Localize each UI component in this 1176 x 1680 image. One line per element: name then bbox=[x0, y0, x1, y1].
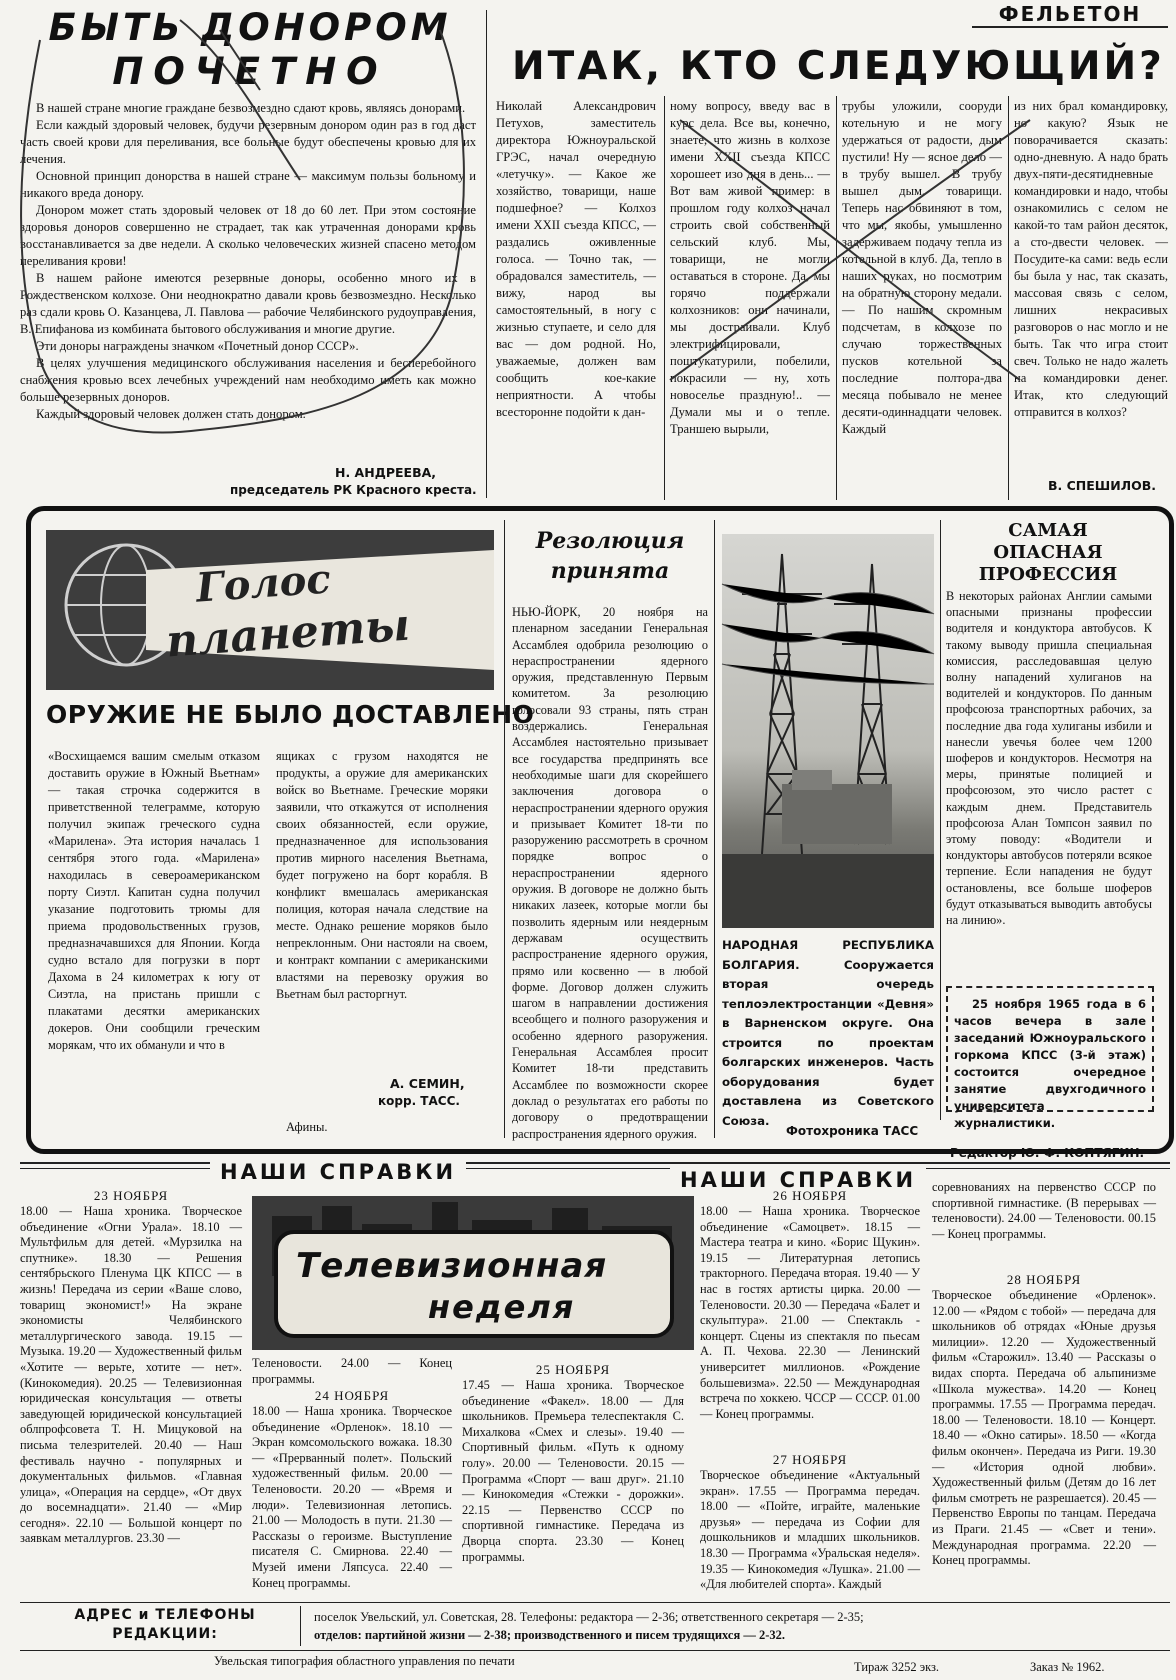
column-divider bbox=[714, 520, 715, 1138]
rule bbox=[20, 1602, 1170, 1603]
university-notice-text: 25 ноября 1965 года в 6 часов вечера в зале заседаний Южноуральского горкома КПСС (3-й этаж) состоится очередное занятие двухгодичного университета журналистики. bbox=[954, 997, 1146, 1130]
donor-title-line1: БЫТЬ ДОНОРОМ bbox=[48, 6, 452, 49]
footer-address-line2: отделов: партийной жизни — 2-38; производственного и писем трудящихся — 2-32. bbox=[314, 1628, 786, 1642]
feuilleton-title: ИТАК, КТО СЛЕДУЮЩИЙ? bbox=[512, 44, 1165, 89]
donor-paragraph: Каждый здоровый человек должен стать донором. bbox=[36, 407, 306, 421]
planet-signature-title: корр. ТАСС. bbox=[378, 1094, 460, 1108]
power-plant-photo bbox=[722, 534, 934, 928]
feuilleton-col4: из них брал командировку, но какую? Язык не поворачивается сказать: одно-дневную. А надо брать двух-пяти-десятидневные командировки и надо, чтобы ознакомились с селом не какой-то там район десяток, а сто-двести человек. — Посудите-ка сами: ведь если бы была у нас, так сказать, массовая связь с селом, лишних некрасивых разговоров о нас могло и не быть. Так что игра стоит свеч. Только не надо жалеть на командировки денег. Итак, кто следующий отправится в колхоз? bbox=[1014, 99, 1168, 419]
donor-signature-title: председатель РК Красного креста. bbox=[230, 483, 477, 497]
tv-col5-top: соревнованиях на первенство СССР по спортивной гимнастике. (В перерывах — теленовости). 24.00 — Теленовости. 00.15 — Конец программы. bbox=[932, 1180, 1156, 1241]
column-divider bbox=[940, 520, 941, 1120]
rule bbox=[20, 1162, 1170, 1164]
bulgaria-caption bbox=[722, 936, 934, 1128]
donor-title-line2: ПОЧЕТНО bbox=[112, 50, 388, 93]
tv-col5: Творческое объединение «Орленок». 12.00 — «Рядом с тобой» — передача для школьников об отрядах «Юные друзья милиции». 12.20 — Художественный фильм «Старожил». 13.40 — Рассказы о видах спорта. Передача об альпинизме «Школа мужества». 14.20 — Конец программы. 17.55 — Программа передач. 18.00 — Теленовости. 18.10 — Концерт. 18.40 — «Окно сатиры». 18.50 — «Когда фильм окончен». Передача из Риги. 19.30 — «История одной любви». Художественный фильм (Детям до 16 лет фильм смотреть не разрешается). 20.45 — Первенство Европы по танцам. Передача из Праги. 21.45 — «Свет и тени». Международная программа. 22.20 — Конец программы. bbox=[932, 1288, 1156, 1568]
tv-col1: 18.00 — Наша хроника. Творческое объединение «Огни Урала». 18.10 — Мультфильм для детей. «Мурзилка на спутнике». 18.30 — Решения сентябрьского Пленума ЦК КПСС — в жизнь! Передача из серии «Ваше слово, товарищ экономист!» На экране экономисты Челябинского металлургического завода. 19.15 — Музыка. 19.20 — Художественный фильм «Хотите — верьте, хотите — нет». (Кинокомедия). 20.25 — Телевизионная юридическая консультация — ответы заведующей юридической консультацией облпрофсовета Т. Н. Мицуковой на письма телезрителей. 20.40 — Наш фестиваль научно - популярных и документальных фильмов. «Главная улица», «Операция на сердце», «От двух до восемнадцати». 21.40 — «Мир сегодня». 22.10 — Большой концерт по заявкам металлургов. 23.30 — bbox=[20, 1204, 242, 1546]
donor-paragraph: В нашем районе имеются резервные доноры, особенно много их в Рождественском колхозе. Они неоднократно давали кровь безвозмездно. Несколько раз сдали кровь О. Казанцева, Л. Павлова — рабочие Челябинского рудоуправления, В. Епифанова из комбината бытового обслуживания и многие другие. bbox=[20, 271, 476, 336]
tv-day-27: 27 НОЯБРЯ bbox=[772, 1452, 848, 1467]
donor-paragraph: В нашей стране многие граждане безвозмездно сдают кровь, являясь донорами. bbox=[36, 101, 466, 115]
pen-scribble bbox=[0, 0, 480, 470]
bulgaria-caption-text: Сооружается вторая очередь теплоэлектростанции «Девня» в Варненском округе. Она строится по проектам болгарских инженеров. Часть оборудования будет доставлена из Советского Союза. bbox=[722, 957, 934, 1128]
footer-address-line1: поселок Увельский, ул. Советская, 28. Телефоны: редактора — 2-36; ответственного секретаря — 2-35; bbox=[314, 1610, 864, 1624]
column-divider bbox=[300, 1606, 301, 1646]
tv-col4: 18.00 — Наша хроника. Творческое объединение «Самоцвет». 18.15 — Мастера театра и кино. «Борис Щукин». 19.15 — Литературная летопись тракторного. Передача вторая. 19.40 — У нас в гостях артисты цирка. 20.00 — Теленовости. 20.30 — Передача «Балет и скульптура». 21.00 — Спектакль - концерт. Сцены из спектакля по пьесам А. П. Чехова. 22.30 — Ленинский университет миллионов. «Рождение большевизма». 22.50 — Международная встреча по хоккею. ЧССР — СССР. 01.00 — Конец программы. bbox=[700, 1204, 920, 1421]
feuilleton-col1: Николай Александрович Петухов, заместитель директора Южноуральской ГРЭС, начал очередную «летучку». — Какое же хозяйство, товарищи, наше подшефное? — Колхоз имени XXII съезда КПСС, — раздались оживленные голоса. — Точно так, — обрадовался заместитель, — вижу, народ вы самостоятельный, в ногу с жизнью ступаете, и село для вас — дом родной. Но, уважаемые, должен вам сообщить кое-какие неприятности. А чтобы всесторонне подойти к дан- bbox=[496, 99, 656, 419]
tv-day-26: 26 НОЯБРЯ bbox=[772, 1188, 848, 1203]
tv-day-25: 25 НОЯБРЯ bbox=[535, 1362, 611, 1377]
donor-paragraph: Донором может стать здоровый человек от 18 до 60 лет. При этом состояние здоровья доноров совершенно не страдает, так как утраченная донорами кровь восстанавливается за две недели. А сколько человеческих жизней спасено методом переливания крови! bbox=[20, 203, 476, 268]
tv-col4-b: Творческое объединение «Актуальный экран». 17.55 — Программа передач. 18.00 — «Пойте, играйте, маленькие друзья» — передача из Софии для дошкольников и младших школьников. 18.30 — Программа «Уральская неделя». 19.35 — Кинокомедия «Лушка». 21.00 — «Для любителей спорта». Каждый bbox=[700, 1468, 920, 1592]
tv-banner-left: НАШИ СПРАВКИ bbox=[210, 1160, 466, 1184]
planet-logo-line1: Голос bbox=[194, 555, 333, 612]
donor-paragraph: Основной принцип донорства в нашей стране — максимум пользы больному и никакого вреда донору. bbox=[20, 169, 476, 200]
tv-banner-right: НАШИ СПРАВКИ bbox=[670, 1168, 926, 1192]
pylon-icon bbox=[722, 534, 934, 928]
footer-circulation: Тираж 3252 экз. bbox=[854, 1660, 940, 1674]
footer-label bbox=[50, 1606, 280, 1644]
column-divider bbox=[504, 520, 505, 1138]
cross-out-scribble bbox=[660, 100, 1040, 400]
footer-label-line2: РЕДАКЦИИ: bbox=[112, 1626, 218, 1642]
tv-day-23: 23 НОЯБРЯ bbox=[93, 1188, 169, 1203]
feuilleton-rubric: ФЕЛЬЕТОН bbox=[972, 2, 1168, 28]
resolution-title: Резолюция принята bbox=[535, 528, 685, 584]
bulgaria-credit: Фотохроника ТАСС bbox=[786, 1124, 919, 1138]
planet-logo bbox=[46, 530, 494, 690]
danger-title: САМАЯ ОПАСНАЯ ПРОФЕССИЯ bbox=[978, 520, 1118, 585]
feuilleton-col3: трубы уложили, сооруди котельную и не могу удержаться от радости, дым пустили! Ну — ясное дело — в трубу вышел. В трубу вышел дым, товарищи. Теперь нас обвиняют в том, что мы, якобы, умышленно задерживаем подачу тепла из котельной в клуб. Да, тепло в наших руках, но посмотрим на обратную сторону медали. — По нашим скромным подсчетам, в колхозе по случаю торжественных пусков котельной за последние полтора-два месяца побывало не менее десяти-одиннадцати человек. Каждый bbox=[842, 99, 1002, 436]
footer-label-line1: АДРЕС и ТЕЛЕФОНЫ bbox=[74, 1607, 256, 1623]
footer-printer: Увельская типография областного управления по печати bbox=[214, 1654, 515, 1668]
planet-logo-line2: планеты bbox=[164, 599, 412, 668]
rule bbox=[20, 1650, 1170, 1651]
bulgaria-caption-lead: НАРОДНАЯ РЕСПУБЛИКА БОЛГАРИЯ. bbox=[722, 938, 934, 972]
planet-signature: А. СЕМИН, bbox=[390, 1076, 465, 1091]
donor-paragraph: В целях улучшения медицинского обслуживания населения и бесперебойного снабжения кровью всех лечебных учреждений нам необходимо иметь как можно больше резервных доноров. bbox=[20, 356, 476, 404]
donor-paragraph: Если каждый здоровый человек, будучи резервным донором один раз в год даст часть своей крови для переливания, все больные будут обеспечены кровью для их лечения. bbox=[20, 118, 476, 166]
tv-col2-top: Теленовости. 24.00 — Конец программы. bbox=[252, 1356, 452, 1386]
tv-col3: 17.45 — Наша хроника. Творческое объединение «Факел». 18.00 — Для школьников. Премьера телеспектакля С. Михалкова «Смех и слезы». 19.40 — Спортивный фильм. «Путь к одному голу». 20.00 — Теленовости. 20.15 — Программа «Спорт — ваш друг». 21.10 — Кинокомедия «Стежки - дорожки». 22.15 — Первенство СССР по спортивной гимнастике. Передача из Дворца спорта. 23.30 — Конец программы. bbox=[462, 1378, 684, 1564]
donor-signature: Н. АНДРЕЕВА, bbox=[335, 465, 437, 480]
footer-address bbox=[314, 1608, 864, 1644]
donor-paragraph: Эти доноры награждены значком «Почетный донор СССР». bbox=[36, 339, 359, 353]
tv-logo-line2: неделя bbox=[428, 1288, 576, 1326]
planet-col1: «Восхищаемся вашим смелым отказом доставить оружие в Южный Вьетнам» — такая строчка содержится в приветственной телеграмме, которую получил экипаж греческого судна «Марилена». Эта история началась 1 сентября этого года. «Марилена» находилась в североамериканском порту Сиэтл. Капитан судна получил указание подготовить трюмы для приема продовольственных грузов, предназначавшихся для Японии. Когда судно встало для погрузки в порт Дахома в 24 километрах к югу от Сиэтла, на пристань пришли с плакатами десятки американских докеров. Они сообщили греческим морякам, что их обманули и что в bbox=[48, 749, 260, 1052]
rule bbox=[20, 1168, 1170, 1169]
editor-name: Редактор Ю. Ф. КОПТЯГИН. bbox=[950, 1146, 1145, 1160]
footer-order: Заказ № 1962. bbox=[1030, 1660, 1105, 1674]
tv-col2: 18.00 — Наша хроника. Творческое объединение «Орленок». 18.10 — Экран комсомольского вожака. 18.30 — «Прерванный полет». Польский художественный фильм. 20.00 — Теленовости. 20.20 — «Время и люди». Телевизионная летопись. 21.00 — Молодость в пути. 21.30 — Рассказы о героизме. Выступление писателя С. Смирнова. 22.40 — Музей имени Ляпсуса. 22.40 — Конец программы. bbox=[252, 1404, 452, 1590]
planet-col2: ящиках с грузом находятся не продукты, а оружие для американских войск во Вьетнаме. Греческие моряки заявили, что откажутся от исполнения своих обязанностей, если оружие, предназначенное для использования против мирного населения Вьетнама, будет погружено на борт корабля. В конфликт вмешалась американская полиция, которая начала следствие на месте. Однако решение моряков было непреклонным. Они настояли на своем, и контракт компании с американскими властями на перевозку оружия во Вьетнам был расторгнут. bbox=[276, 749, 488, 1001]
tv-day-28: 28 НОЯБРЯ bbox=[1006, 1272, 1082, 1287]
tv-day-24: 24 НОЯБРЯ bbox=[314, 1388, 390, 1403]
feuilleton-col2: ному вопросу, введу вас в курс дела. Все вы, конечно, знаете, что жизнь в колхозе имени XXII съезда КПСС хорошеет изо дня в день... — Вот вам живой пример: в прошлом году колхоз начал строить свой собственный сельский клуб. Мы, товарищи, не могли оставаться в стороне. Да, мы горячо поддержали колхозников: они начинали, мы достраивали. Клуб электрифицировали, поштукатурили, побелили, покрасили — ну, хоть новоселье праздную!.. — Думали мы и о тепле. Траншею вырыли, bbox=[670, 99, 830, 436]
tv-logo-line1: Телевизионная bbox=[296, 1246, 608, 1286]
university-notice bbox=[946, 986, 1154, 1130]
resolution-text: НЬЮ-ЙОРК, 20 ноября на пленарном заседании Генеральная Ассамблея одобрила резолюцию о нераспространении ядерного оружия, представленную Первым комитетом. За резолюцию голосовали 93 страны, пять стран воздержались. Генеральная Ассамблея настоятельно призывает все государства предпринять все необходимые шаги для скорейшего заключения договора о нераспространении ядерного оружия и призывает Комитет 18-ти по разоружению рассмотреть в срочном порядке вопрос о нераспространении ядерного оружия. В договоре не должно быть никаких лазеек, которые могли бы позволить ядерным или неядерным державам осуществить распространение ядерного оружия, прямо или косвенно — в любой форме. Договор должен служить шагом в направлении достижения всеобщего и полного разоружения и особенно ядерного разоружения. Генеральная Ассамблея просит Комитет 18-ти представить Ассамблее по возможности скорее доклад о результатах его работы по договору о предотвращении распространения ядерного оружия. bbox=[512, 605, 708, 1141]
feuilleton-signature: В. СПЕШИЛОВ. bbox=[1048, 478, 1156, 493]
planet-place: Афины. bbox=[286, 1120, 328, 1134]
danger-text: В некоторых районах Англии самыми опасными признаны профессии водителя и кондуктора автобусов. К такому выводу пришла специальная комиссия, расследовавшая целую волну нападений хулиганов на водителей и кондукторов. По данным профсоюза транспортных рабочих, за последние два года хулиганы избили и нанесли увечья более чем 1200 шоферов и кондукторов. Несмотря на меры, принятые полицией и профсоюзом, это число растет с каждым днем. Представитель профсоюза Алан Томпсон заявил по этому поводу: «Водители и кондукторы автобусов потеряли всякое терпение. Если нападения не будут остановлены, все больше шоферов будут отказываться выводить автобусы на линию». bbox=[946, 589, 1152, 928]
tv-week-logo bbox=[252, 1196, 694, 1350]
planet-headline: ОРУЖИЕ НЕ БЫЛО ДОСТАВЛЕНО bbox=[46, 700, 535, 729]
column-divider bbox=[486, 10, 487, 498]
